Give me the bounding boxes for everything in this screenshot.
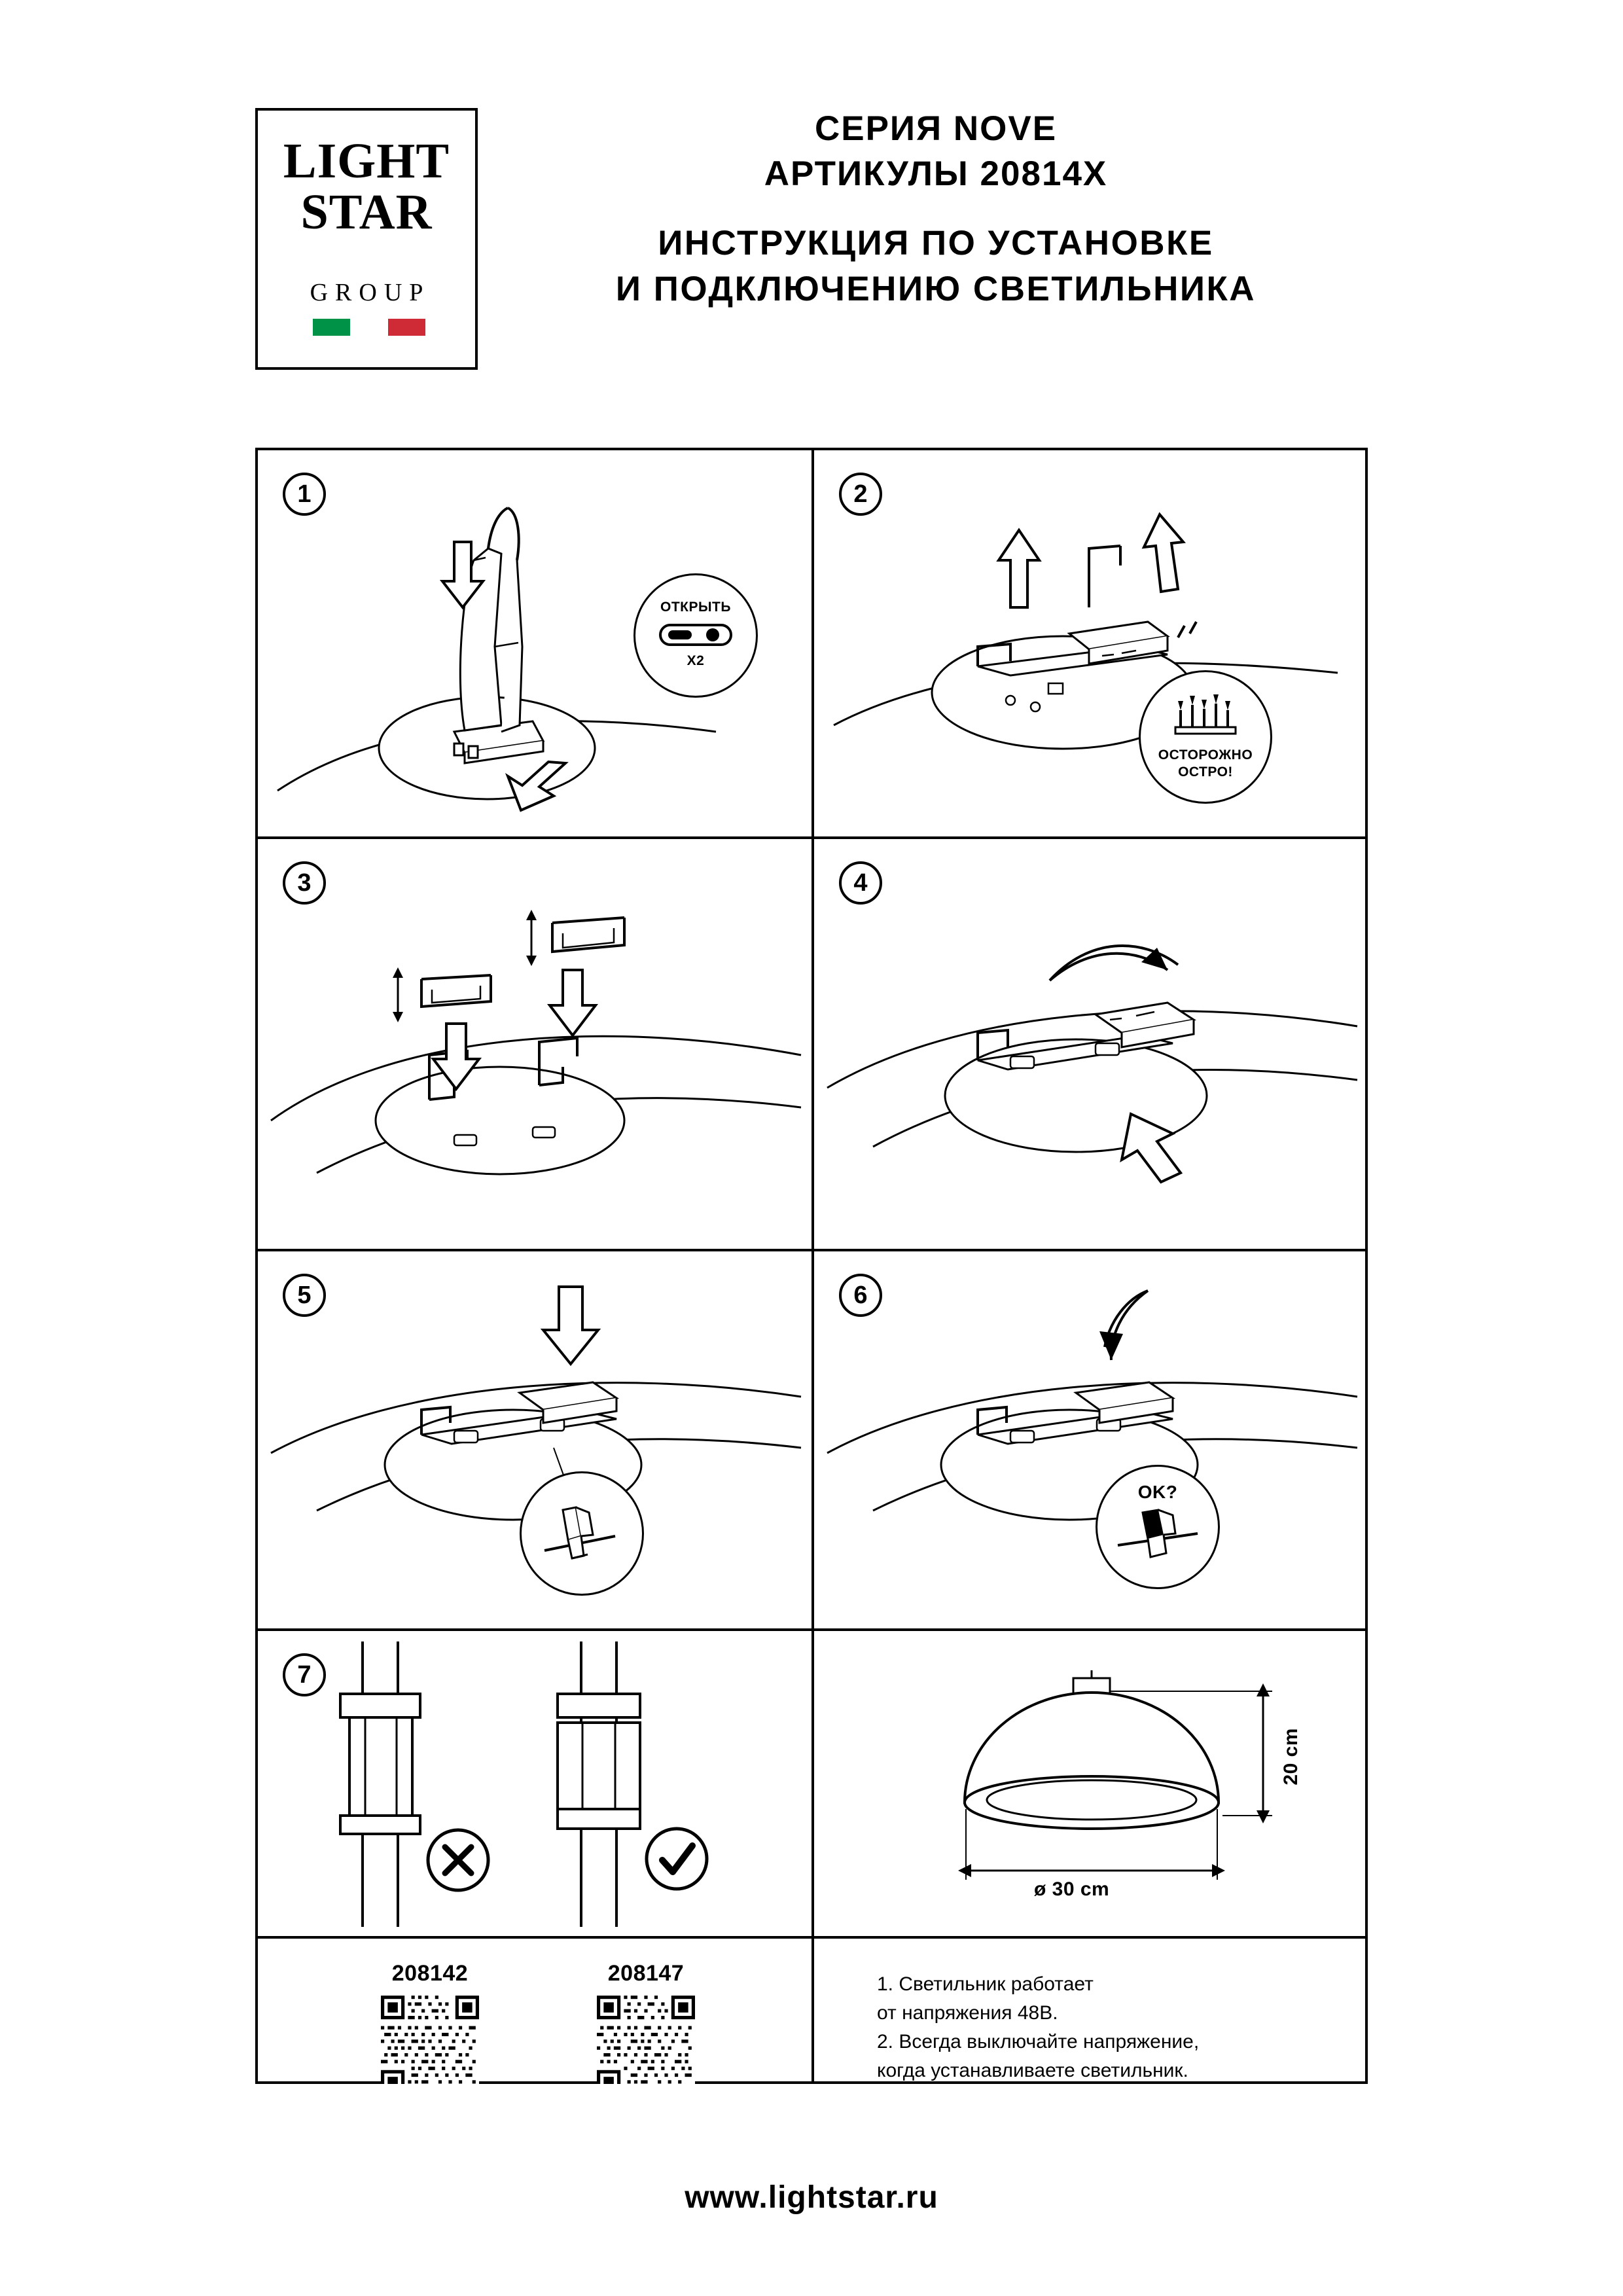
callout-sharp-label-2: ОСТРО! xyxy=(1178,764,1233,780)
callout-open-label: ОТКРЫТЬ xyxy=(660,600,731,615)
italy-flag-icon xyxy=(313,319,425,336)
qr-code-icon-208147 xyxy=(597,1996,695,2084)
note-line-1: 1. Светильник работает xyxy=(877,1973,1094,1995)
callout-ok-check xyxy=(1096,1465,1220,1589)
step-cell-1 xyxy=(258,450,812,836)
dimensions-cell xyxy=(812,1628,1365,1936)
step-6-illustration xyxy=(814,1251,1365,1628)
step-7-illustration xyxy=(258,1631,812,1936)
callout-open xyxy=(633,573,758,698)
clip-check-icon xyxy=(1109,1503,1207,1566)
step-number-7: 7 xyxy=(283,1653,326,1696)
step-3-illustration xyxy=(258,839,812,1249)
step-number-2: 2 xyxy=(839,473,882,516)
header xyxy=(255,101,1381,389)
steps-grid xyxy=(255,448,1368,2084)
step-number-3: 3 xyxy=(283,861,326,905)
articles-title: АРТИКУЛЫ 20814X xyxy=(764,154,1108,193)
instruction-title-line-2: И ПОДКЛЮЧЕНИЮ СВЕТИЛЬНИКА xyxy=(615,270,1257,308)
callout-ok-label: OK? xyxy=(1137,1482,1178,1502)
callout-sharp-label-1: ОСТОРОЖНО xyxy=(1158,747,1253,762)
instruction-title-line-1: ИНСТРУКЦИЯ ПО УСТАНОВКЕ xyxy=(658,224,1214,262)
sharp-pins-icon xyxy=(1166,692,1245,743)
callout-clip-detail-5 xyxy=(520,1471,644,1596)
step-number-1: 1 xyxy=(283,473,326,516)
qr-code-icon-208142 xyxy=(381,1996,479,2084)
diameter-dimension-label: ø 30 cm xyxy=(1034,1878,1110,1900)
notes-block xyxy=(877,1970,1335,2084)
height-dimension-label: 20 cm xyxy=(1280,1728,1302,1785)
step-cell-4 xyxy=(812,836,1365,1249)
series-title: СЕРИЯ NOVE xyxy=(814,109,1058,148)
note-line-3: 2. Всегда выключайте напряжение, xyxy=(877,2031,1200,2053)
callout-open-sub: X2 xyxy=(687,653,705,668)
qr-label-208147: 208147 xyxy=(607,1961,685,1986)
note-line-2: от напряжения 48В. xyxy=(877,2002,1058,2024)
step-cell-5 xyxy=(258,1249,812,1628)
qr-entry xyxy=(368,1961,492,2084)
logo-line-2: STAR xyxy=(300,185,433,240)
title-block xyxy=(491,101,1381,312)
logo-line-1: LIGHT xyxy=(283,134,450,188)
note-line-4: когда устанавливаете светильник. xyxy=(877,2060,1188,2081)
qr-entry xyxy=(584,1961,708,2084)
qr-codes-cell xyxy=(258,1936,812,2084)
step-number-4: 4 xyxy=(839,861,882,905)
step-cell-3 xyxy=(258,836,812,1249)
callout-sharp xyxy=(1139,670,1272,804)
clip-locked-icon xyxy=(533,1496,631,1574)
clip-icon xyxy=(656,620,735,650)
step-cell-2 xyxy=(812,450,1365,836)
step-number-6: 6 xyxy=(839,1274,882,1317)
step-4-illustration xyxy=(814,839,1365,1249)
step-number-5: 5 xyxy=(283,1274,326,1317)
qr-label-208142: 208142 xyxy=(391,1961,469,1986)
step-cell-6 xyxy=(812,1249,1365,1628)
logo-group-text: GROUP xyxy=(310,279,431,306)
step-2-illustration xyxy=(814,450,1365,836)
footer-website[interactable]: www.lightstar.ru xyxy=(685,2180,938,2215)
brand-logo xyxy=(255,108,478,370)
notes-cell xyxy=(812,1936,1365,2084)
step-cell-7 xyxy=(258,1628,812,1936)
